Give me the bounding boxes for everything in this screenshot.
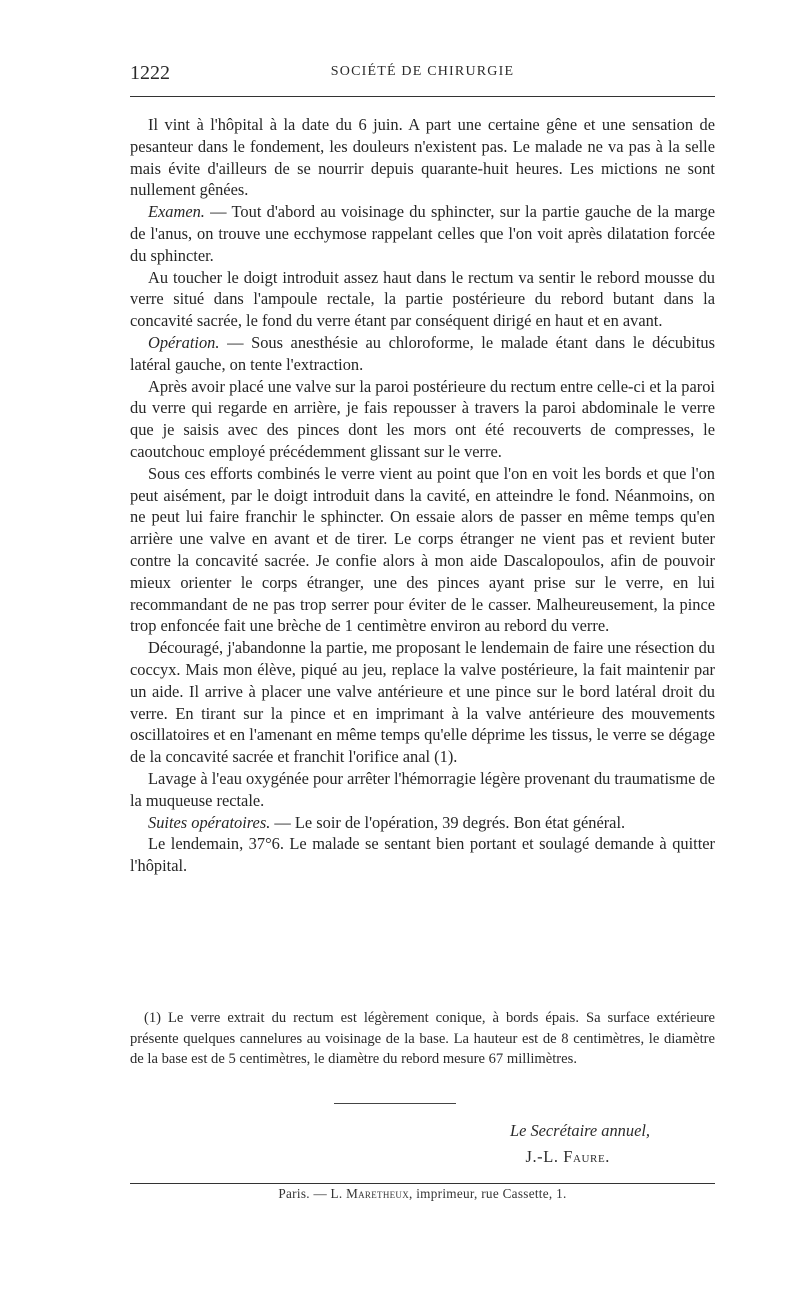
paragraph: Le lendemain, 37°6. Le malade se sentant bien portant et soulagé demande à quitter l'hôpital. bbox=[130, 834, 715, 876]
body-text bbox=[130, 114, 715, 877]
section-label: Examen. bbox=[148, 202, 205, 222]
paragraph: Découragé, j'abandonne la partie, me proposant le lendemain de faire une résection du coccyx. Mais mon élève, piqué au jeu, replace la valve postérieure, la fait maintenir par un aide. Il arrive à placer une valve antérieure et une pince sur le bord latéral droit du verre. En tirant sur la pince et en imprimant à la valve antérieure des mouvements oscillatoires et en l'amenant en même temps qu'elle déprime les tissus, le verre se dégage de la concavité sacrée et franchit l'orifice anal (1). bbox=[130, 638, 715, 767]
section-label: Opération. bbox=[148, 332, 220, 352]
separator-rule bbox=[334, 1103, 456, 1104]
paragraph: Il vint à l'hôpital à la date du 6 juin. A part une certaine gêne et une sensation de pesanteur dans le fondement, les douleurs n'existent pas. Le malade ne va pas à la selle mais évite d'ailleurs de se nourrir depuis quarante-huit heures. Les mictions ne sont nullement gênées. bbox=[130, 115, 715, 200]
imprint-prefix: Paris. — L. bbox=[278, 1186, 347, 1201]
imprint-printer: Maretheux bbox=[346, 1186, 410, 1201]
footer-rule bbox=[130, 1183, 715, 1184]
signature-role: Le Secrétaire annuel, bbox=[509, 1121, 650, 1140]
paragraph bbox=[130, 812, 715, 834]
section-label: Suites opératoires. bbox=[148, 812, 271, 832]
paragraph: Au toucher le doigt introduit assez haut dans le rectum va sentir le rebord mousse du verre situé dans l'ampoule rectale, la partie postérieure du rebord butant dans la concavité sacrée, le fond du verre étant par conséquent dirigé en haut et en avant. bbox=[130, 267, 715, 331]
signature-name: J.-L. Faure. bbox=[525, 1147, 610, 1166]
paragraph-text: — Le soir de l'opération, 39 degrés. Bon état général. bbox=[270, 812, 626, 832]
imprint-suffix: , imprimeur, rue Cassette, 1. bbox=[409, 1186, 567, 1201]
running-head: SOCIÉTÉ DE CHIRURGIE bbox=[330, 64, 515, 79]
paragraph: Sous ces efforts combinés le verre vient au point que l'on en voit les bords et que l'on peut aisément, par le doigt introduit dans la cavité, en atteindre le fond. Néanmoins, on ne peut lui faire franchir le sphincter. On essaie alors de passer en même temps qu'en arrière une valve en avant et de tirer. Le corps étranger ne vient pas et revient buter contre la concavité sacrée. Je confie alors à mon aide Dascalopoulos, afin de pouvoir mieux orienter le corps étranger, une des pinces ayant prise sur le verre, en lui recommandant de ne pas trop serrer pour éviter de le casser. Malheureusement, la pince trop enfoncée fait une brèche de 1 centimètre environ au rebord du verre. bbox=[130, 463, 715, 636]
page-number: 1222 bbox=[130, 62, 170, 84]
paragraph bbox=[130, 332, 715, 376]
footnote bbox=[130, 1008, 715, 1070]
paragraph: Après avoir placé une valve sur la paroi postérieure du rectum entre celle-ci et la paroi du verre qui regarde en arrière, je fais repousser à travers la paroi abdominale le verre que je saisis avec des pinces dont les mors ont été recouverts de compresses, le caoutchouc employé précédemment glissant sur le verre. bbox=[130, 376, 715, 461]
footnote-text: (1) Le verre extrait du rectum est légèrement conique, à bords épais. Sa surface extérieure présente quelques cannelures au voisinage de la base. La hauteur est de 8 centimètres, le diamètre de la base est de 5 centimètres, le diamètre du rebord mesure 67 millimètres. bbox=[130, 1010, 715, 1068]
page-header bbox=[130, 62, 715, 86]
header-rule bbox=[130, 96, 715, 97]
paragraph-text: — Tout d'abord au voisinage du sphincter, sur la partie gauche de la marge de l'anus, on trouve une ecchymose rappelant celles que l'on voit après dilatation forcée du sphincter. bbox=[130, 202, 715, 265]
paragraph-text: — Sous anesthésie au chloroforme, le malade étant dans le décubitus latéral gauche, on tente l'extraction. bbox=[130, 332, 715, 374]
paragraph bbox=[130, 201, 715, 266]
printer-imprint bbox=[130, 1186, 715, 1202]
paragraph: Lavage à l'eau oxygénée pour arrêter l'hémorragie légère provenant du traumatisme de la muqueuse rectale. bbox=[130, 768, 716, 810]
signature-block bbox=[130, 1118, 650, 1170]
